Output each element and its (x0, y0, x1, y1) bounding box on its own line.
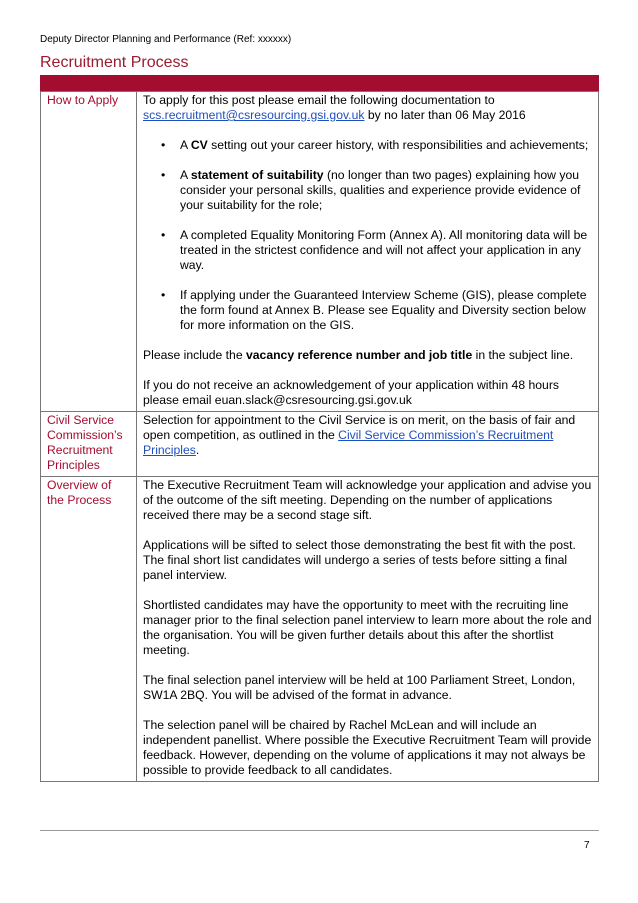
recruitment-email-link[interactable]: scs.recruitment@csresourcing.gsi.gov.uk (143, 108, 365, 122)
overview-paragraph: Applications will be sifted to select those demonstrating the best fit with the post. The final short list candidates will undergo a series of tests before sitting a final panel interview. (143, 538, 576, 582)
list-item-text: A (180, 168, 191, 182)
include-text-end: in the subject line. (472, 348, 574, 362)
section-title: Recruitment Process (40, 54, 189, 71)
row-content-how-to-apply (137, 92, 599, 412)
bullet-icon: • (161, 138, 166, 152)
document-header: Deputy Director Planning and Performance (Ref: xxxxxx) (40, 34, 292, 45)
list-item-text: setting out your career history, with responsibilities and achievements; (207, 138, 589, 152)
bullet-icon: • (161, 288, 166, 302)
table-row-commission (41, 412, 599, 477)
row-label-how-to-apply: How to Apply (41, 92, 137, 412)
list-item-bold: statement of suitability (190, 168, 324, 182)
include-text: Please include the (143, 348, 246, 362)
list-item (161, 138, 592, 153)
recruitment-table (40, 91, 599, 782)
bullet-icon: • (161, 168, 166, 182)
include-bold: vacancy reference number and job title (246, 348, 473, 362)
row-content-commission (137, 412, 599, 477)
section-title-bar (40, 75, 599, 91)
apply-deadline: by no later than 06 May 2016 (364, 108, 526, 122)
row-label-overview: Overview of the Process (41, 477, 137, 782)
commission-text-end: . (195, 443, 200, 457)
table-row-how-to-apply (41, 92, 599, 412)
table-row-overview (41, 477, 599, 782)
recruitment-principles-link[interactable]: Civil Service Commission’s Recruitment Principles (143, 428, 554, 457)
apply-intro: To apply for this post please email the following documentation to (143, 93, 495, 107)
documentation-list (143, 138, 592, 333)
list-item-bold: CV (190, 138, 208, 152)
footer-divider (40, 830, 599, 831)
list-item (161, 228, 592, 273)
overview-paragraph: The Executive Recruitment Team will acknowledge your application and advise you of the outcome of the sift meeting. Depending on the number of applications received there may be a second stage sift. (143, 478, 592, 522)
acknowledgement-text: If you do not receive an acknowledgement of your application within 48 hours please email euan.slack@csresourcing.gsi.gov.uk (143, 378, 559, 407)
overview-paragraph: The final selection panel interview will be held at 100 Parliament Street, London, SW1A 2BQ. You will be advised of the format in advance. (143, 673, 576, 702)
bullet-icon: • (161, 228, 166, 242)
commission-text: Selection for appointment to the Civil Service is on merit, on the basis of fair and open competition, as outlined in the (143, 413, 576, 442)
list-item (161, 288, 592, 333)
row-content-overview (137, 477, 599, 782)
page-number: 7 (584, 840, 590, 851)
overview-paragraph: Shortlisted candidates may have the opportunity to meet with the recruiting line manager prior to the final selection panel interview to learn more about the role and the organisation. You will be given further details about this after the shortlist meeting. (143, 598, 592, 657)
row-label-commission: Civil Service Commission’s Recruitment Principles (41, 412, 137, 477)
list-item-text: A completed Equality Monitoring Form (Annex A). All monitoring data will be treated in the strictest confidence and will not affect your application in any way. (180, 228, 588, 272)
list-item-text: (no longer than two pages) explaining how you consider your personal skills, qualities and experience provide evidence of your suitability for the role; (180, 168, 581, 212)
list-item-text: A (180, 138, 191, 152)
overview-paragraph: The selection panel will be chaired by Rachel McLean and will include an independent panellist. Where possible the Executive Recruitment Team will provide feedback. However, depending on the volume of applications it may not always be possible to provide feedback to all candidates. (143, 718, 592, 777)
list-item-text: If applying under the Guaranteed Interview Scheme (GIS), please complete the form found at Annex B. Please see Equality and Diversity section below for more information on the GIS. (180, 288, 587, 332)
list-item (161, 168, 592, 213)
